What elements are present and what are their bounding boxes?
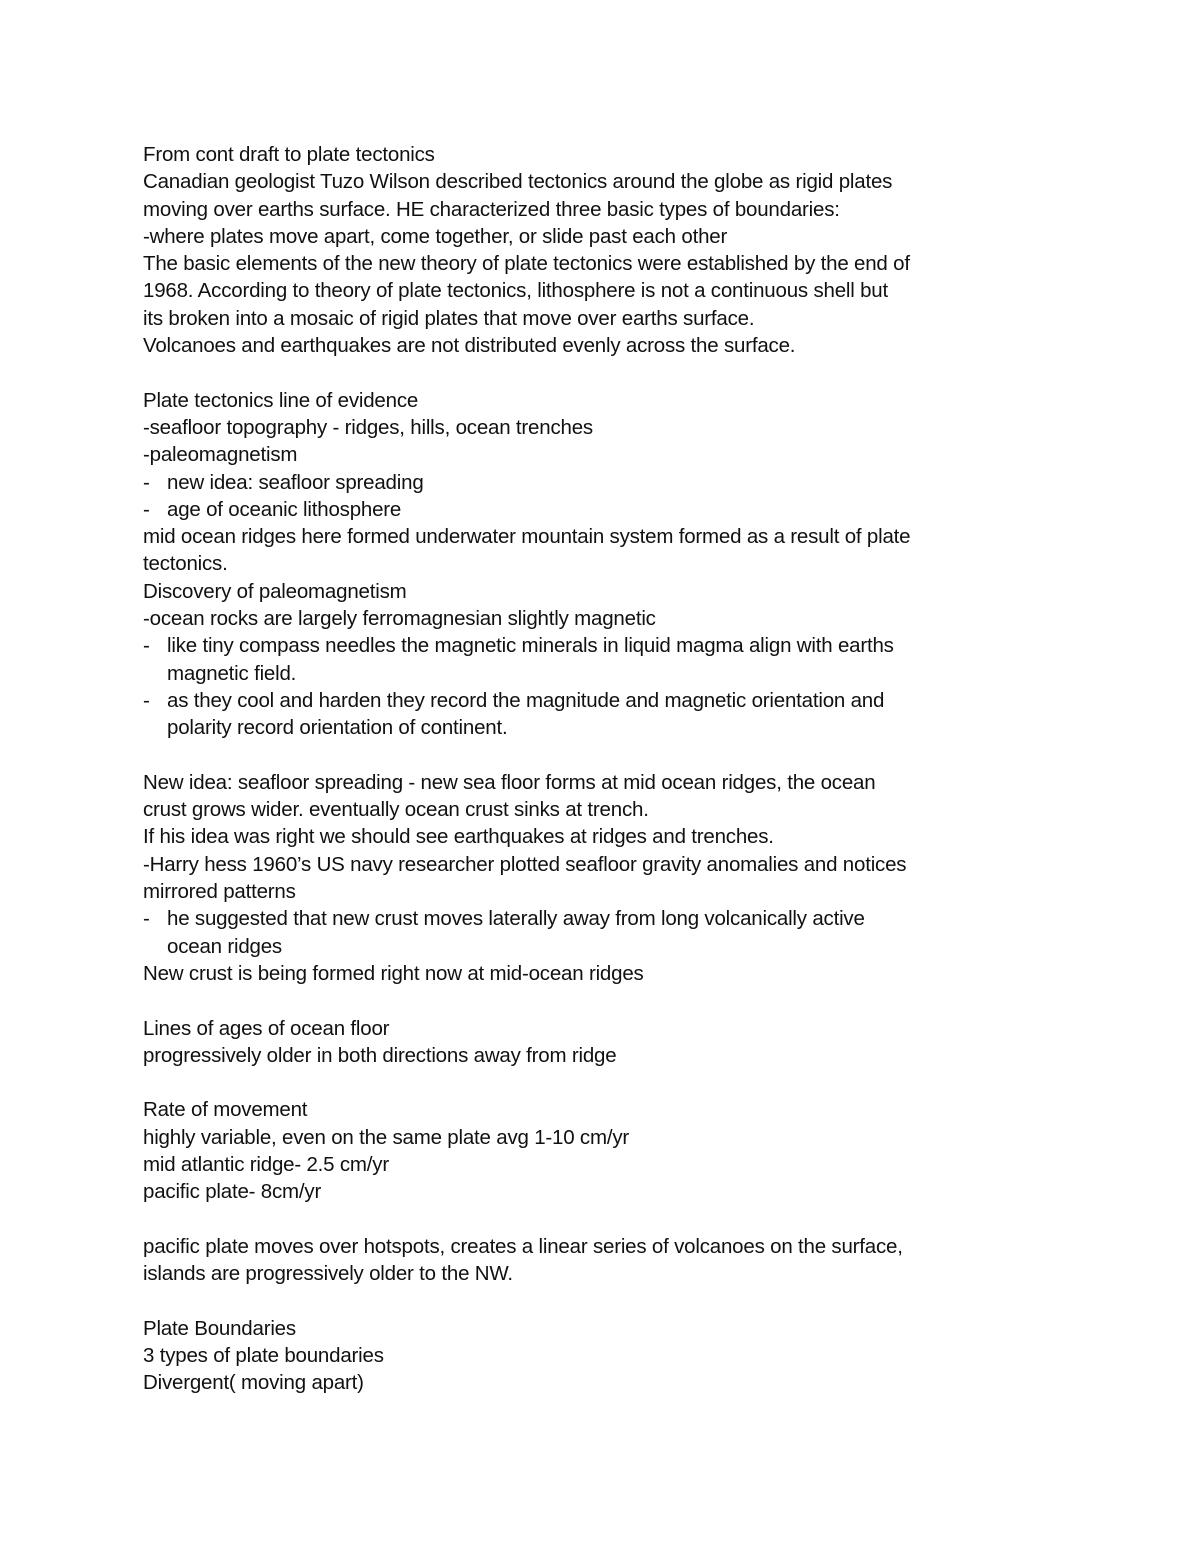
- text-line: -Harry hess 1960’s US navy researcher plotted seafloor gravity anomalies and notices: [143, 852, 907, 876]
- list-item-continuation: ocean ridges: [167, 934, 282, 958]
- list-item-text: as they cool and harden they record the magnitude and magnetic orientation and: [167, 688, 885, 712]
- blank-line: [143, 1287, 1063, 1314]
- text-line: moving over earths surface. HE characterized three basic types of boundaries:: [143, 197, 840, 221]
- blank-line: [143, 742, 1063, 769]
- text-line: Canadian geologist Tuzo Wilson described tectonics around the globe as rigid plates: [143, 170, 893, 194]
- list-item: [143, 632, 1063, 659]
- list-item-text: age of oceanic lithosphere: [167, 497, 402, 521]
- list-item: [143, 905, 1063, 932]
- dash-bullet: -: [143, 688, 150, 712]
- list-item: [143, 469, 1063, 496]
- text-line: mid ocean ridges here formed underwater mountain system formed as a result of plate: [143, 525, 911, 549]
- list-item-continuation: magnetic field.: [167, 661, 297, 685]
- text-line: New idea: seafloor spreading - new sea floor forms at mid ocean ridges, the ocean: [143, 770, 876, 794]
- blank-line: [143, 987, 1063, 1014]
- list-item: [143, 687, 1063, 714]
- text-line: pacific plate- 8cm/yr: [143, 1180, 322, 1204]
- text-line: New crust is being formed right now at mid-ocean ridges: [143, 961, 644, 985]
- text-line: -seafloor topography - ridges, hills, ocean trenches: [143, 415, 593, 439]
- text-line: -ocean rocks are largely ferromagnesian slightly magnetic: [143, 607, 656, 631]
- section-heading-cont-draft: From cont draft to plate tectonics: [143, 143, 435, 166]
- section-heading-rate: Rate of movement: [143, 1098, 308, 1122]
- text-line: mirrored patterns: [143, 880, 296, 904]
- text-line: islands are progressively older to the NW.: [143, 1262, 513, 1286]
- section-heading-ages: Lines of ages of ocean floor: [143, 1016, 390, 1040]
- text-line: -where plates move apart, come together, or slide past each other: [143, 224, 728, 248]
- list-item-text: new idea: seafloor spreading: [167, 470, 424, 494]
- text-line: tectonics.: [143, 552, 228, 576]
- text-line: its broken into a mosaic of rigid plates that move over earths surface.: [143, 306, 755, 330]
- text-line: Divergent( moving apart): [143, 1371, 364, 1395]
- section-heading-boundaries: Plate Boundaries: [143, 1316, 296, 1340]
- text-line: 1968. According to theory of plate tectonics, lithosphere is not a continuous shell but: [143, 279, 888, 303]
- text-line: If his idea was right we should see earthquakes at ridges and trenches.: [143, 825, 774, 849]
- text-line: highly variable, even on the same plate avg 1-10 cm/yr: [143, 1125, 630, 1149]
- text-line: Volcanoes and earthquakes are not distributed evenly across the surface.: [143, 334, 796, 358]
- text-line: 3 types of plate boundaries: [143, 1344, 384, 1368]
- subheading-paleomagnetism: Discovery of paleomagnetism: [143, 579, 407, 603]
- list-item-text: like tiny compass needles the magnetic minerals in liquid magma align with earths: [167, 634, 894, 658]
- document-body: [143, 141, 1063, 1397]
- blank-line: [143, 1069, 1063, 1096]
- list-item-text: he suggested that new crust moves laterally away from long volcanically active: [167, 907, 865, 931]
- dash-bullet: -: [143, 907, 150, 931]
- dash-bullet: -: [143, 470, 150, 494]
- text-line: The basic elements of the new theory of plate tectonics were established by the end of: [143, 252, 910, 276]
- section-heading-evidence: Plate tectonics line of evidence: [143, 388, 419, 412]
- list-item-continuation: polarity record orientation of continent.: [167, 716, 508, 740]
- dash-bullet: -: [143, 634, 150, 658]
- blank-line: [143, 359, 1063, 386]
- text-line: mid atlantic ridge- 2.5 cm/yr: [143, 1152, 389, 1176]
- list-item: [143, 496, 1063, 523]
- text-line: pacific plate moves over hotspots, creates a linear series of volcanoes on the surface,: [143, 1234, 903, 1258]
- blank-line: [143, 1206, 1063, 1233]
- text-line: progressively older in both directions away from ridge: [143, 1043, 617, 1067]
- text-line: crust grows wider. eventually ocean crust sinks at trench.: [143, 798, 649, 822]
- dash-bullet: -: [143, 497, 150, 521]
- text-line: -paleomagnetism: [143, 443, 298, 467]
